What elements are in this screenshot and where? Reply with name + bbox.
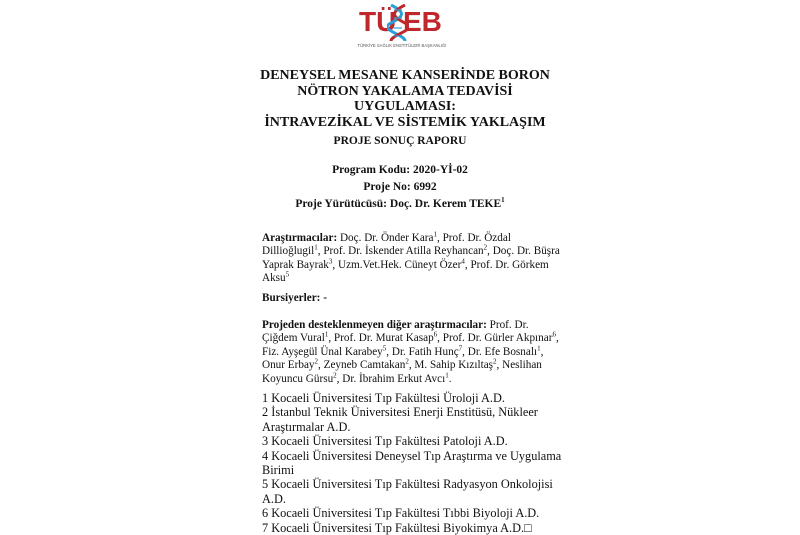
- other-researcher-name: , Prof. Dr. Murat Kasap: [328, 332, 434, 345]
- other-researcher-affiliation-sup: 1: [324, 330, 329, 339]
- other-researcher-affiliation-sup: 1: [445, 370, 449, 379]
- report-type: PROJE SONUÇ RAPORU: [333, 135, 467, 147]
- other-researcher-name: , Dr. İbrahim Erkut Avcı: [336, 372, 446, 385]
- other-researchers-label: Projeden desteklenmeyen diğer araştırmacılar:: [262, 319, 487, 331]
- program-code: Program Kodu: 2020-Yİ-02: [332, 164, 468, 176]
- title-line: DENEYSEL MESANE KANSERİNDE BORON: [260, 68, 550, 83]
- title-line: İNTRAVEZİKAL VE SİSTEMİK YAKLAŞIM: [264, 114, 546, 130]
- researcher-affiliation-sup: 5: [285, 270, 290, 279]
- other-researcher-name: , Onur Erbay: [262, 345, 544, 372]
- other-researcher-affiliation-sup: 1: [537, 344, 541, 353]
- other-researcher-name: Prof. Dr. Çiğdem Vural: [262, 319, 529, 345]
- other-researcher-affiliation-sup: 2: [405, 357, 409, 366]
- affiliation-item: 4 Kocaeli Üniversitesi Deneysel Tıp Araştırma ve Uygulama Birimi: [262, 448, 562, 478]
- other-researcher-affiliation-sup: 2: [493, 357, 497, 366]
- researcher-affiliation-sup: 1: [314, 243, 318, 252]
- researcher-affiliation-sup: 3: [328, 257, 333, 266]
- researcher-name: , Prof. Dr. İskender Atilla Reyhancan: [317, 245, 484, 258]
- other-researcher-affiliation-sup: 6: [433, 330, 438, 339]
- other-researcher-name: , Dr. Efe Bosnalı: [462, 345, 538, 358]
- tuseb-logo: [357, 6, 447, 52]
- other-researcher-name: , Dr. Fatih Hunç: [386, 345, 459, 358]
- researcher-name: , Uzm.Vet.Hek. Cüneyt Özer: [332, 258, 462, 271]
- researcher-affiliation-sup: 1: [433, 230, 437, 239]
- other-researcher-affiliation-sup: 2: [333, 370, 337, 379]
- other-researcher-name: , M. Sahip Kızıltaş: [408, 359, 494, 372]
- researcher-affiliation-sup: 2: [483, 243, 488, 252]
- title-line: UYGULAMASI:: [354, 99, 456, 114]
- project-leader-text: Proje Yürütücüsü: Doç. Dr. Kerem TEKE: [295, 198, 502, 210]
- logo-subtitle: TÜRKİYE SAĞLIK ENSTİTÜLERİ BAŞKANLIĞI: [357, 43, 447, 48]
- affiliation-item: 7 Kocaeli Üniversitesi Tıp Fakültesi Biyokimya A.D.□: [262, 520, 532, 535]
- logo-text-right: EB: [403, 6, 442, 37]
- project-leader: [0, 196, 800, 213]
- project-meta: [0, 162, 800, 213]
- affiliation-item: 2 İstanbul Teknik Üniversitesi Enerji Enstitüsü, Nükleer Araştırmalar A.D.: [262, 405, 538, 434]
- other-researcher-affiliation-sup: 7: [458, 344, 463, 353]
- affiliation-item: 5 Kocaeli Üniversitesi Tıp Fakültesi Radyasyon Onkolojisi A.D.: [262, 477, 553, 506]
- researcher-name: , Prof. Dr. Görkem Aksu: [262, 258, 549, 285]
- document-title: [240, 68, 570, 130]
- other-researchers-paragraph: [262, 319, 562, 386]
- logo-text-left: TÜ: [359, 6, 397, 37]
- affiliation-item: 3 Kocaeli Üniversitesi Tıp Fakültesi Patoloji A.D.: [262, 434, 508, 449]
- other-researcher-name: , Zeyneb Camtakan: [318, 359, 406, 372]
- other-researcher-affiliation-sup: 6: [552, 330, 556, 339]
- affiliations-list: [262, 391, 562, 535]
- researcher-name: Doç. Dr. Önder Kara: [337, 232, 434, 244]
- affiliation-item: 6 Kocaeli Üniversitesi Tıp Fakültesi Tıbbi Biyoloji A.D.: [262, 506, 540, 521]
- other-researcher-affiliation-sup: 5: [382, 344, 387, 353]
- other-researcher-name: , Fiz. Ayşegül Ünal Karabey: [262, 332, 559, 358]
- researcher-affiliation-sup: 4: [461, 257, 465, 266]
- researcher-name: , Doç. Dr. Büşra Yaprak Bayrak: [262, 245, 560, 271]
- researchers-paragraph: [262, 232, 562, 286]
- project-number: Proje No: 6992: [363, 181, 437, 193]
- other-researcher-affiliation-sup: 2: [314, 357, 319, 366]
- researchers-label: Araştırmacılar:: [262, 232, 338, 244]
- other-researchers-end: .: [448, 372, 452, 385]
- other-researcher-name: , Prof. Dr. Gürler Akpınar: [437, 332, 553, 345]
- project-leader-sup: 1: [501, 196, 505, 205]
- researcher-name: , Prof. Dr. Özdal Dillioğlugil: [262, 232, 511, 258]
- other-researcher-name: , Neslihan Koyuncu Gürsu: [262, 359, 542, 385]
- bursiyer-line: Bursiyerler: -: [262, 292, 327, 304]
- title-line: NÖTRON YAKALAMA TEDAVİSİ: [297, 83, 513, 99]
- affiliation-item: 1 Kocaeli Üniversitesi Tıp Fakültesi Üroloji A.D.: [262, 391, 505, 405]
